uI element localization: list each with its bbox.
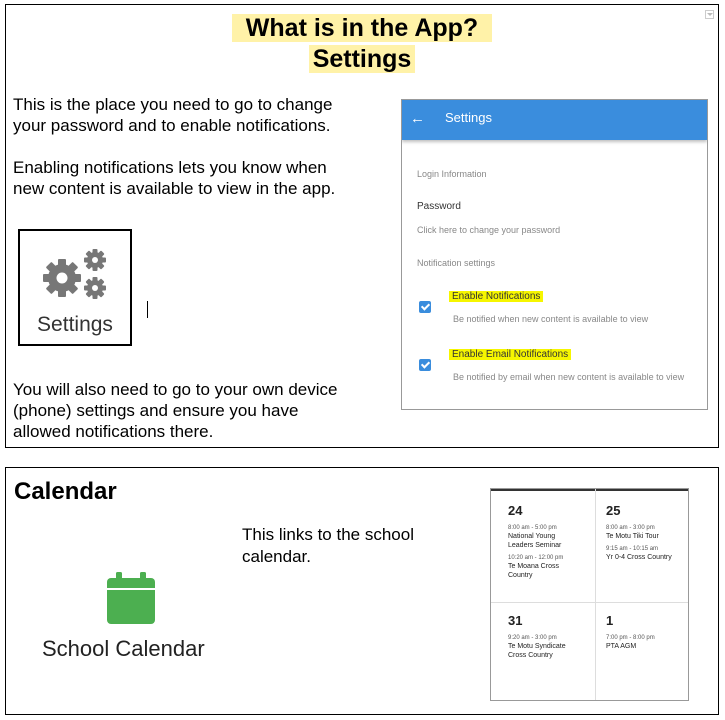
enable-email-desc: Be notified by email when new content is available to view — [453, 372, 685, 382]
login-information-label: Login Information — [417, 169, 487, 179]
calendar-icon[interactable] — [107, 572, 155, 624]
app-header-title: Settings — [445, 110, 492, 125]
change-password-link[interactable]: Click here to change your password — [417, 225, 561, 235]
text-cursor — [147, 301, 148, 318]
section-title-line2: Settings — [6, 44, 718, 74]
intro-paragraph: This is the place you need to go to change your password and to enable notifications. — [13, 95, 333, 135]
section-title-line1: What is in the App? — [6, 13, 718, 43]
device-settings-paragraph: You will also need to go to your own device (phone) settings and ensure you have allowed notifications there. — [13, 380, 338, 441]
enable-email-label: Enable Email Notifications — [449, 349, 571, 360]
settings-tile[interactable] — [18, 229, 132, 346]
app-header — [402, 100, 707, 140]
calendar-day-cell[interactable]: 24 8:00 am - 5:00 pm National Young Leaders Seminar 10:20 am - 12:00 pm Te Moana Cross Country — [508, 503, 564, 579]
enable-notifications-desc: Be notified when new content is available to view — [453, 314, 649, 324]
settings-section — [5, 4, 719, 448]
calendar-section — [5, 467, 719, 715]
calendar-day-cell[interactable]: 1 7:00 pm - 8:00 pm PTA AGM — [606, 613, 655, 650]
calendar-description: This links to the school calendar. — [242, 525, 414, 566]
back-arrow-icon[interactable]: ← — [410, 110, 425, 127]
calendar-day-cell[interactable]: 25 8:00 am - 3:00 pm Te Motu Tiki Tour 9:15 am - 10:15 am Yr 0-4 Cross Country — [606, 503, 672, 561]
notification-settings-label: Notification settings — [417, 258, 496, 268]
enable-notifications-label: Enable Notifications — [449, 291, 543, 302]
settings-tile-label: Settings — [37, 313, 113, 336]
notifications-paragraph: Enabling notifications lets you know when new content is available to view in the app. — [13, 158, 336, 198]
enable-email-checkbox[interactable] — [419, 359, 431, 371]
calendar-screenshot — [490, 488, 689, 701]
settings-screenshot — [401, 99, 708, 410]
calendar-title: Calendar — [14, 478, 117, 505]
calendar-day-cell[interactable]: 31 9:20 am - 3:00 pm Te Motu Syndicate Cross Country — [508, 613, 566, 659]
school-calendar-label[interactable]: School Calendar — [42, 636, 205, 661]
enable-notifications-checkbox[interactable] — [419, 301, 431, 313]
gears-icon — [39, 248, 111, 304]
password-label: Password — [417, 201, 461, 212]
